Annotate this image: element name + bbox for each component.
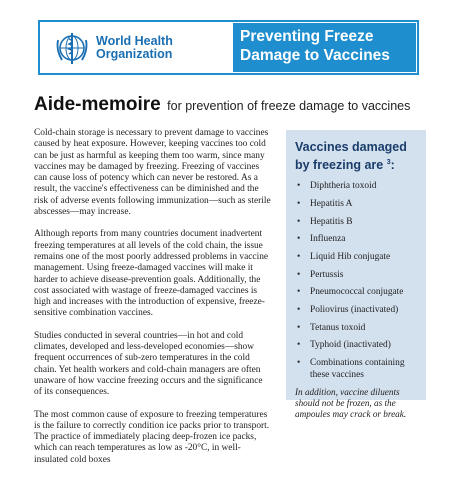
headline-sub: for prevention of freeze damage to vaccines — [167, 99, 411, 113]
body-paragraph: The most common cause of exposure to freezing temperatures is the failure to correctly condition ice packs prior to transport. The practice of immediately placing deep-frozen ice packs, which can reach temperatures as low as -20°C, in well-insulated cold boxes — [34, 409, 270, 465]
body-paragraph: Although reports from many countries document inadvertent freezing temperatures at all levels of the cold chain, the issue remains one of the most poorly addressed problems in vaccine management. Using freeze-damaged vaccines will make it harder to achieve disease-prevention goals. Additionally, the cost associated with wastage of freeze-damaged vaccines is high and increases with the introduction of expensive, freeze-sensitive combination vaccines. — [34, 229, 269, 319]
list-item — [295, 181, 418, 192]
bullet-icon: • — [297, 358, 301, 369]
list-item-label: Pertussis — [310, 269, 344, 280]
list-item-label: Diphtheria toxoid — [310, 181, 377, 192]
list-item — [295, 323, 418, 334]
bullet-icon: • — [297, 322, 301, 333]
headline-main: Aide-memoire — [34, 94, 161, 115]
list-item-label: Pneumococcal conjugate — [310, 287, 404, 298]
sidebar-title-end: : — [390, 158, 395, 173]
bullet-icon: • — [297, 305, 301, 316]
bullet-icon: • — [297, 216, 301, 227]
sidebar-note: In addition, vaccine diluents should not be frozen, as the ampoules may crack or break. — [295, 387, 407, 420]
body-paragraph: Cold-chain storage is necessary to prevent damage to vaccines caused by heat exposure. However, keeping vaccines too cold can be just as harmful as keeping them too warm, since many vaccines may be damaged by freezing. Freezing of vaccines can cause loss of potency which can never be restored. As a result, the vaccine's effectiveness can be diminished and the risk of adverse events following immunization—such as sterile abscesses—may increase. — [34, 128, 271, 218]
list-item — [295, 252, 418, 263]
list-item — [295, 199, 418, 210]
list-item-label: Liquid Hib conjugate — [310, 251, 391, 262]
list-item — [295, 358, 418, 381]
organization-name: World Health Organization — [96, 34, 173, 61]
headline — [34, 94, 434, 116]
list-item — [295, 234, 418, 245]
title-line-1: Preventing Freeze — [240, 28, 374, 45]
who-emblem-icon — [54, 30, 90, 66]
list-item — [295, 305, 418, 316]
list-item-label: Hepatitis B — [310, 216, 353, 227]
list-item — [295, 340, 418, 351]
list-item — [295, 287, 418, 298]
list-item — [295, 217, 418, 228]
title-banner — [233, 23, 416, 72]
bullet-icon: • — [297, 287, 301, 298]
sidebar-title — [295, 140, 418, 173]
sidebar-box — [286, 130, 426, 420]
list-item-label: Hepatitis A — [310, 198, 353, 209]
body-paragraph: Studies conducted in several countries—in hot and cold climates, developed and less-developed economies—show frequent occurrences of sub-zero temperatures in the cold chain. Yet health workers and cold-chain managers are often unaware of how vaccine freezing occurs and the significance of its consequences. — [34, 330, 263, 398]
list-item-label: Tetanus toxoid — [310, 322, 366, 333]
bullet-icon: • — [297, 198, 301, 209]
sidebar-title-text: Vaccines damaged by freezing are — [295, 140, 407, 173]
bullet-icon: • — [297, 340, 301, 351]
bullet-icon: • — [297, 181, 301, 192]
who-logo — [54, 30, 186, 66]
body-text — [34, 128, 272, 477]
list-item-label: Influenza — [310, 234, 346, 245]
list-item-label: Typhoid (inactivated) — [310, 340, 391, 351]
title-line-2: Damage to Vaccines — [240, 47, 390, 64]
bullet-icon: • — [297, 251, 301, 262]
sidebar-title-sup: 3 — [386, 159, 391, 166]
list-item — [295, 270, 418, 281]
bullet-icon: • — [297, 234, 301, 245]
list-item-label: Combinations containing these vaccines — [310, 358, 405, 380]
list-item-label: Poliovirus (inactivated) — [310, 305, 399, 316]
bullet-icon: • — [297, 269, 301, 280]
vaccine-list — [295, 181, 418, 381]
